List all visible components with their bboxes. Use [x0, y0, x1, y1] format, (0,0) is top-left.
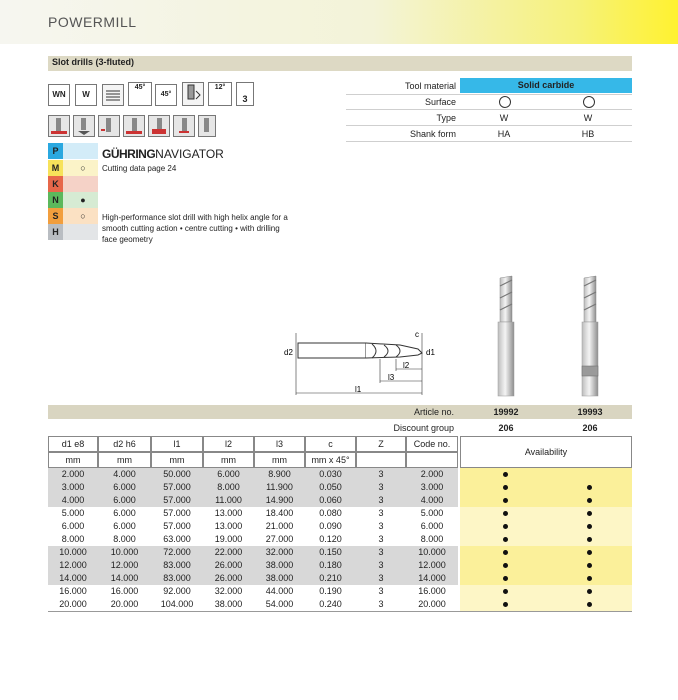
column-unit: mm — [254, 452, 305, 468]
table-cell: 11.900 — [266, 482, 293, 492]
article-number: 19993 — [577, 407, 603, 417]
table-cell: 14.900 — [265, 495, 294, 505]
surface-bright-icon — [499, 96, 511, 108]
table-cell: 18.400 — [265, 508, 294, 518]
availability-dot — [587, 602, 592, 607]
operation-ramp-icon — [123, 115, 145, 137]
table-cell: 57.000 — [163, 508, 191, 518]
table-cell: 57.000 — [163, 482, 191, 492]
table-cell: 26.000 — [214, 573, 243, 583]
table-cell: 0.060 — [319, 495, 342, 505]
availability-cell — [460, 559, 632, 572]
operation-side-icon — [98, 115, 120, 137]
table-cell: 13.000 — [214, 508, 243, 518]
operation-slot-icon — [48, 115, 70, 137]
iso-group-k: K — [48, 176, 98, 192]
divider — [346, 125, 632, 126]
table-cell: 32.000 — [214, 586, 243, 596]
table-cell: 6.000 — [113, 482, 136, 492]
operation-pocket-icon — [148, 115, 170, 137]
table-cell: 0.120 — [319, 534, 342, 544]
table-cell: 10.000 — [59, 547, 87, 557]
table-cell: 8.000 — [113, 534, 136, 544]
product-description: High-performance slot drill with high helix angle for a smooth cutting action • centre cutting • with drilling face geometry — [102, 213, 288, 244]
table-cell: 3 — [378, 586, 384, 596]
table-cell: 14.000 — [59, 573, 87, 583]
column-header: l2 — [203, 436, 254, 452]
table-cell: 3 — [378, 482, 384, 492]
discount-group-label: Discount group — [393, 423, 454, 433]
diagram-label: l2 — [403, 361, 410, 370]
table-cell: 38.000 — [265, 560, 294, 570]
table-cell: 8.000 — [420, 534, 444, 544]
availability-cell — [460, 585, 632, 598]
surface-label: Surface — [424, 97, 456, 107]
column-header: d2 h6 — [98, 436, 151, 452]
availability-dot — [587, 563, 592, 568]
table-cell: 6.000 — [61, 521, 85, 531]
table-cell: 0.180 — [319, 560, 342, 570]
column-header: Code no. — [406, 436, 458, 452]
table-cell: 6.000 — [113, 495, 136, 505]
table-cell: 2.000 — [420, 469, 444, 479]
table-cell: 16.000 — [418, 586, 446, 596]
iso-group-m: M ○ — [48, 160, 98, 176]
table-cell: 5.000 — [61, 508, 85, 518]
availability-dot — [503, 589, 508, 594]
availability-cell — [460, 494, 632, 507]
angle-45-icon: 45° — [155, 84, 177, 106]
availability-cell — [460, 533, 632, 546]
table-cell: 3.000 — [420, 482, 444, 492]
type-label: Type — [436, 113, 456, 123]
availability-cell — [460, 520, 632, 533]
column-header: d1 e8 — [48, 436, 98, 452]
operation-contour-icon — [198, 115, 216, 137]
table-cell: 3 — [378, 560, 384, 570]
guhring-navigator-logo: GÜHRINGNAVIGATOR — [102, 147, 224, 161]
table-cell: 3 — [378, 521, 384, 531]
flutes-3-icon: 3 — [236, 82, 254, 106]
diagram-label: l1 — [355, 385, 362, 394]
operation-drill-icon — [173, 115, 195, 137]
table-cell: 57.000 — [163, 521, 191, 531]
table-cell: 13.000 — [214, 521, 243, 531]
availability-dot — [503, 498, 508, 503]
column-unit — [406, 452, 458, 468]
diagram-label: c — [415, 330, 419, 339]
table-cell: 3 — [378, 534, 384, 544]
column-header: l3 — [254, 436, 305, 452]
table-cell: 27.000 — [265, 534, 294, 544]
column-unit: mm — [203, 452, 254, 468]
tool-material-label: Tool material — [404, 81, 456, 91]
table-cell: 4.000 — [61, 495, 85, 505]
table-cell: 32.000 — [265, 547, 294, 557]
divider — [346, 141, 632, 142]
table-cell: 10.000 — [110, 547, 139, 557]
iso-group-h: H — [48, 224, 98, 240]
wn-symbol-icon: WN — [48, 84, 70, 106]
table-cell: 3 — [378, 469, 384, 479]
table-cell: 0.090 — [319, 521, 342, 531]
table-cell: 2.000 — [61, 469, 85, 479]
table-cell: 19.000 — [214, 534, 243, 544]
type-value: W — [499, 113, 509, 123]
table-cell: 5.000 — [420, 508, 444, 518]
divider — [346, 94, 632, 95]
table-cell: 3 — [378, 599, 384, 609]
page-title: POWERMILL — [48, 14, 137, 30]
table-cell: 3 — [378, 573, 384, 583]
availability-dot — [503, 472, 508, 477]
table-cell: 12.000 — [418, 560, 446, 570]
discount-group-value: 206 — [582, 423, 598, 433]
table-cell: 63.000 — [163, 534, 191, 544]
table-cell: 10.000 — [418, 547, 446, 557]
article-label: Article no. — [413, 407, 454, 417]
diagram-label: l3 — [388, 373, 395, 382]
column-unit — [356, 452, 406, 468]
angle-12-icon: 12° — [208, 82, 232, 106]
availability-dot — [503, 511, 508, 516]
article-number: 19992 — [493, 407, 519, 417]
table-cell: 20.000 — [418, 599, 446, 609]
table-cell: 57.000 — [163, 495, 191, 505]
diagram-label: d1 — [426, 348, 435, 357]
availability-dot — [503, 602, 508, 607]
table-cell: 8.000 — [217, 482, 240, 492]
availability-dot — [503, 576, 508, 581]
shank-icon — [102, 84, 124, 106]
availability-dot — [503, 537, 508, 542]
table-cell: 8.900 — [268, 469, 291, 479]
diagram-label: d2 — [284, 348, 293, 357]
column-unit: mm — [151, 452, 203, 468]
table-cell: 38.000 — [265, 573, 294, 583]
iso-group-n: N ● — [48, 192, 98, 208]
divider — [346, 109, 632, 110]
table-cell: 0.190 — [319, 586, 342, 596]
table-cell: 20.000 — [59, 599, 87, 609]
availability-dot — [587, 589, 592, 594]
table-cell: 16.000 — [110, 586, 139, 596]
table-cell: 14.000 — [110, 573, 139, 583]
shank-form-label: Shank form — [409, 129, 456, 139]
availability-header: Availability — [460, 436, 632, 468]
helix-45-icon: 45° — [128, 82, 152, 106]
table-cell: 0.150 — [319, 547, 342, 557]
table-cell: 3.000 — [61, 482, 85, 492]
table-cell: 3 — [378, 508, 384, 518]
w-type-icon: W — [75, 84, 97, 106]
table-cell: 20.000 — [110, 599, 139, 609]
shank-form-value: HB — [581, 129, 595, 139]
table-cell: 6.000 — [420, 521, 444, 531]
table-cell: 3 — [378, 495, 384, 505]
table-cell: 44.000 — [265, 586, 294, 596]
table-cell: 72.000 — [163, 547, 191, 557]
table-cell: 92.000 — [163, 586, 191, 596]
table-cell: 104.000 — [160, 599, 194, 609]
availability-dot — [503, 485, 508, 490]
table-cell: 0.080 — [319, 508, 342, 518]
table-cell: 6.000 — [113, 508, 136, 518]
table-cell: 83.000 — [163, 560, 191, 570]
table-cell: 38.000 — [214, 599, 243, 609]
tool-photo-19992 — [494, 272, 518, 398]
surface-bright-icon — [583, 96, 595, 108]
table-cell: 0.240 — [319, 599, 342, 609]
table-cell: 12.000 — [59, 560, 87, 570]
availability-dot — [587, 485, 592, 490]
availability-dot — [503, 550, 508, 555]
availability-cell — [460, 481, 632, 494]
column-header: Z — [356, 436, 406, 452]
section-bar — [48, 56, 632, 71]
table-cell: 26.000 — [214, 560, 243, 570]
table-cell: 16.000 — [59, 586, 87, 596]
operation-plunge-icon — [73, 115, 95, 137]
centre-cutting-icon — [182, 82, 204, 106]
availability-dot — [587, 576, 592, 581]
table-cell: 12.000 — [110, 560, 139, 570]
column-header: l1 — [151, 436, 203, 452]
table-cell: 0.030 — [319, 469, 342, 479]
table-cell: 3 — [378, 547, 384, 557]
table-cell: 4.000 — [420, 495, 444, 505]
availability-dot — [503, 524, 508, 529]
availability-cell — [460, 572, 632, 585]
table-cell: 0.050 — [319, 482, 342, 492]
availability-dot — [587, 550, 592, 555]
table-bottom-rule — [48, 611, 632, 612]
table-cell: 22.000 — [214, 547, 243, 557]
table-cell: 6.000 — [113, 521, 136, 531]
availability-dot — [587, 524, 592, 529]
table-cell: 54.000 — [265, 599, 294, 609]
type-value: W — [583, 113, 593, 123]
tool-dimension-diagram — [280, 325, 440, 405]
availability-cell — [460, 546, 632, 559]
table-cell: 14.000 — [418, 573, 446, 583]
availability-dot — [503, 563, 508, 568]
table-cell: 6.000 — [217, 469, 240, 479]
table-cell: 0.210 — [319, 573, 342, 583]
tool-material-value: Solid carbide — [460, 78, 632, 93]
table-cell: 83.000 — [163, 573, 191, 583]
table-cell: 21.000 — [265, 521, 294, 531]
availability-dot — [587, 537, 592, 542]
discount-group-value: 206 — [498, 423, 514, 433]
column-header: c — [305, 436, 356, 452]
availability-cell — [460, 598, 632, 611]
shank-form-value: HA — [497, 129, 511, 139]
section-title: Slot drills (3-fluted) — [52, 57, 134, 67]
availability-cell — [460, 468, 632, 481]
table-cell: 50.000 — [163, 469, 191, 479]
iso-group-s: S ○ — [48, 208, 98, 224]
availability-dot — [587, 511, 592, 516]
table-cell: 4.000 — [113, 469, 136, 479]
iso-group-p: P — [48, 143, 98, 159]
column-unit: mm — [98, 452, 151, 468]
table-cell: 11.000 — [215, 495, 242, 505]
cutting-data-ref: Cutting data page 24 — [102, 164, 177, 173]
column-unit: mm x 45° — [305, 452, 356, 468]
availability-cell — [460, 507, 632, 520]
table-cell: 8.000 — [61, 534, 85, 544]
tool-photo-19993 — [578, 272, 602, 398]
availability-dot — [587, 498, 592, 503]
column-unit: mm — [48, 452, 98, 468]
